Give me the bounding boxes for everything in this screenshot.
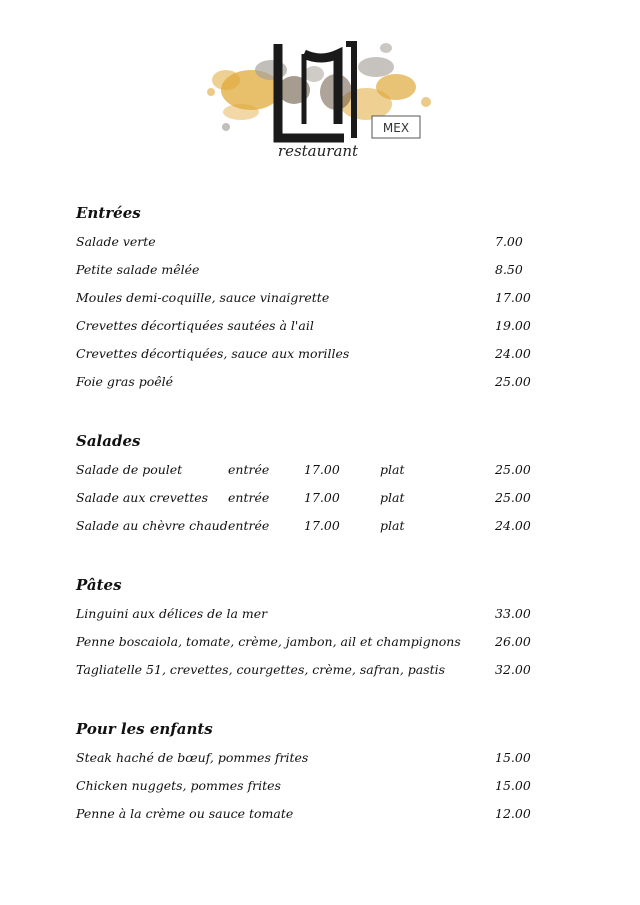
menu-item-price: 24.00 xyxy=(495,346,531,361)
menu-item-name: Steak haché de bœuf, pommes frites xyxy=(76,750,309,765)
section-title-enfants: Pour les enfants xyxy=(76,720,213,738)
menu-item-price: 15.00 xyxy=(495,778,531,793)
menu-item xyxy=(76,634,532,654)
entree-price: 17.00 xyxy=(304,462,340,477)
menu-item-price: 8.50 xyxy=(495,262,523,277)
section-title-salades: Salades xyxy=(76,432,141,450)
menu-item xyxy=(76,490,532,510)
menu-item xyxy=(76,662,532,682)
plat-label: plat xyxy=(380,518,405,533)
menu-item-name: Penne boscaiola, tomate, crème, jambon, ail et champignons xyxy=(76,634,461,649)
menu-item xyxy=(76,234,532,254)
menu-item xyxy=(76,346,532,366)
plat-label: plat xyxy=(380,490,405,505)
menu-item-price: 12.00 xyxy=(495,806,531,821)
section-title-pates: Pâtes xyxy=(76,576,122,594)
menu-item-name: Chicken nuggets, pommes frites xyxy=(76,778,281,793)
entree-price: 17.00 xyxy=(304,490,340,505)
menu-item xyxy=(76,778,532,798)
entree-label: entrée xyxy=(228,462,270,477)
menu-item xyxy=(76,806,532,826)
menu-item-name: Salade au chèvre chaud xyxy=(76,518,228,533)
menu-item-name: Foie gras poêlé xyxy=(76,374,174,389)
menu-item xyxy=(76,606,532,626)
menu-item-name: Linguini aux délices de la mer xyxy=(76,606,268,621)
menu-item-name: Moules demi-coquille, sauce vinaigrette xyxy=(76,290,330,305)
menu-item-price: 26.00 xyxy=(495,634,531,649)
menu-item-price: 19.00 xyxy=(495,318,531,333)
menu-item xyxy=(76,518,532,538)
menu-item xyxy=(76,750,532,770)
menu-item-price: 33.00 xyxy=(495,606,531,621)
logo-brand-text: restaurant xyxy=(277,142,359,160)
menu-item-name: Crevettes décortiquées, sauce aux morilles xyxy=(76,346,350,361)
menu-item-name: Crevettes décortiquées sautées à l'ail xyxy=(76,318,314,333)
menu-item xyxy=(76,290,532,310)
menu-item-price: 7.00 xyxy=(495,234,523,249)
menu-item-name: Salade verte xyxy=(76,234,156,249)
menu-item xyxy=(76,462,532,482)
menu-item xyxy=(76,374,532,394)
plat-price: 25.00 xyxy=(495,462,531,477)
menu-item-name: Salade aux crevettes xyxy=(76,490,209,505)
entree-label: entrée xyxy=(228,490,270,505)
plat-price: 25.00 xyxy=(495,490,531,505)
logo-tag: MEX xyxy=(382,121,410,135)
section-title-entrees: Entrées xyxy=(76,204,141,222)
plat-label: plat xyxy=(380,462,405,477)
menu-item-name: Salade de poulet xyxy=(76,462,183,477)
plat-price: 24.00 xyxy=(495,518,531,533)
entree-label: entrée xyxy=(228,518,270,533)
menu-item-name: Petite salade mêlée xyxy=(76,262,200,277)
menu-item-name: Tagliatelle 51, crevettes, courgettes, crème, safran, pastis xyxy=(76,662,446,677)
menu-item-price: 17.00 xyxy=(495,290,531,305)
menu-item-price: 15.00 xyxy=(495,750,531,765)
restaurant-logo xyxy=(196,32,446,167)
menu-item xyxy=(76,318,532,338)
menu-item-price: 25.00 xyxy=(495,374,531,389)
menu-item-price: 32.00 xyxy=(495,662,531,677)
entree-price: 17.00 xyxy=(304,518,340,533)
menu-item-name: Penne à la crème ou sauce tomate xyxy=(76,806,294,821)
menu-item xyxy=(76,262,532,282)
